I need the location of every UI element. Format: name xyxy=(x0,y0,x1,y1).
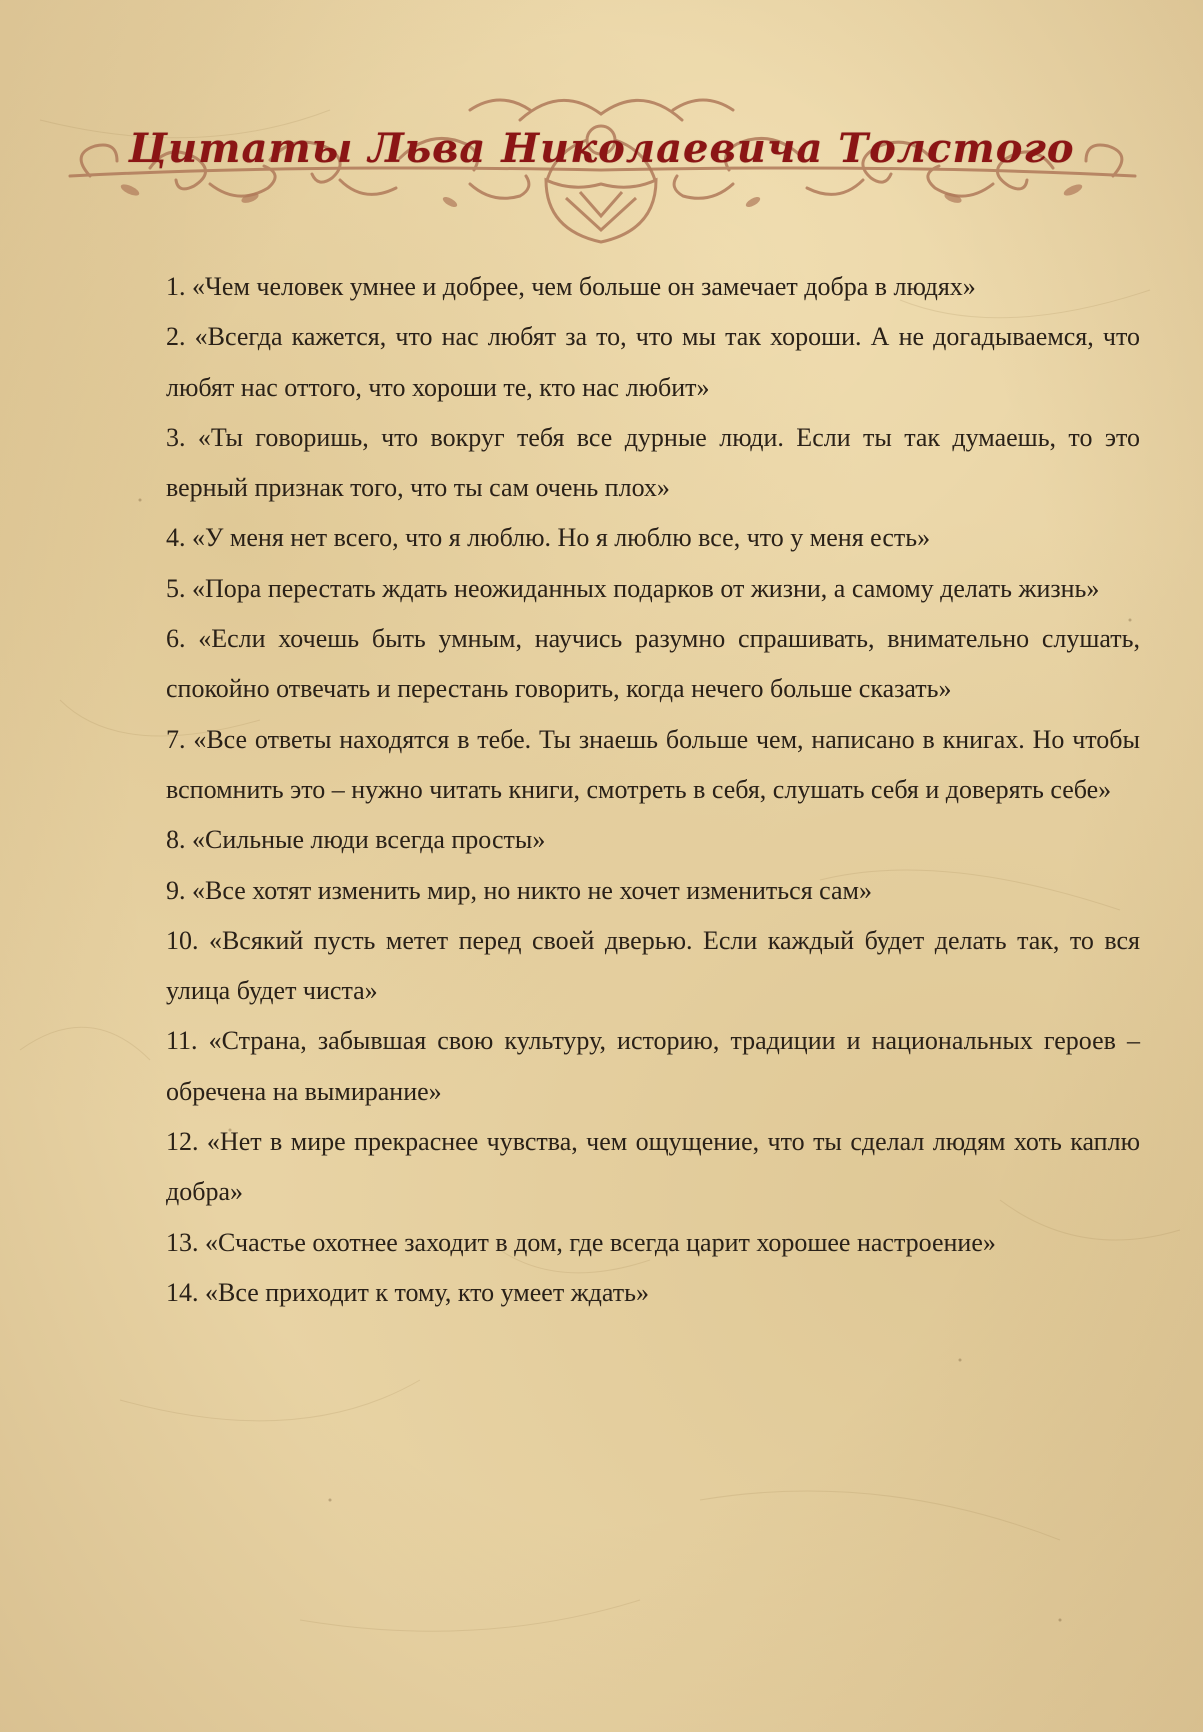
quote-item: 5. «Пора перестать ждать неожиданных подарков от жизни, а самому делать жизнь» xyxy=(166,573,1100,603)
quote-item: 3. «Ты говоришь, что вокруг тебя все дурные люди. Если ты так думаешь, то это верный признак того, что ты сам очень плох» xyxy=(166,422,1140,503)
quote-item: 14. «Все приходит к тому, кто умеет ждать» xyxy=(166,1277,649,1307)
quote-item: 1. «Чем человек умнее и добрее, чем больше он замечает добра в людях» xyxy=(166,272,976,301)
quote-item: 13. «Счастье охотнее заходит в дом, где всегда царит хорошее настроение» xyxy=(166,1227,996,1257)
quote-item: 9. «Все хотят изменить мир, но никто не хочет измениться сам» xyxy=(166,875,872,905)
quote-list xyxy=(166,262,1140,1318)
quote-item: 11. «Страна, забывшая свою культуру, историю, традиции и национальных героев – обречена на вымирание» xyxy=(166,1026,1140,1106)
quote-item: 12. «Нет в мире прекраснее чувства, чем ощущение, что ты сделал людям хоть каплю добра» xyxy=(166,1127,1140,1207)
quote-item: 8. «Сильные люди всегда просты» xyxy=(166,825,546,855)
quote-item: 6. «Если хочешь быть умным, научись разумно спрашивать, внимательно слушать, спокойно отвечать и перестань говорить, когда нечего больше сказать» xyxy=(166,624,1140,704)
header xyxy=(0,80,1203,250)
page-title: Цитаты Льва Николаевича Толстого xyxy=(128,125,1075,172)
quote-item: 10. «Всякий пусть метет перед своей дверью. Если каждый будет делать так, то вся улица будет чиста» xyxy=(166,925,1140,1006)
quote-item: 7. «Все ответы находятся в тебе. Ты знаешь больше чем, написано в книгах. Но чтобы вспомнить это – нужно читать книги, смотреть в себя, слушать себя и доверять себе» xyxy=(166,724,1140,804)
quote-item: 4. «У меня нет всего, что я люблю. Но я люблю все, что у меня есть» xyxy=(166,523,931,553)
quote-item: 2. «Всегда кажется, что нас любят за то, что мы так хороши. А не догадываемся, что любят нас оттого, что хороши те, кто нас любит» xyxy=(166,322,1140,402)
